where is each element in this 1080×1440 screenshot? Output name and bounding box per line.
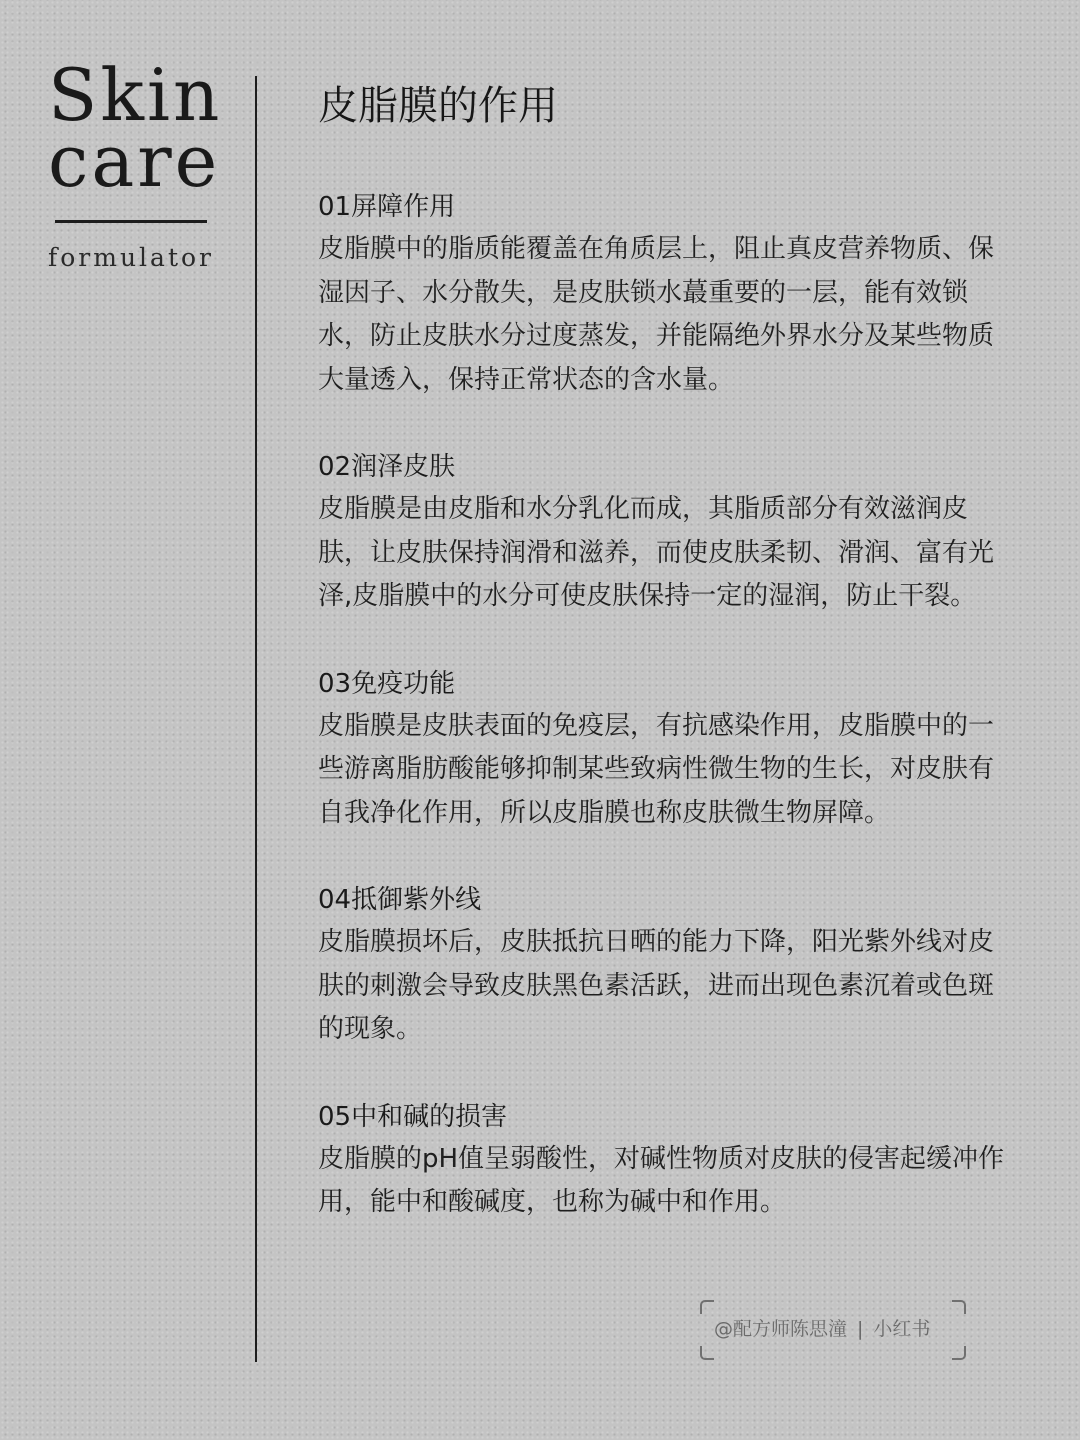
- section-heading: 01屏障作用: [318, 192, 456, 222]
- section-body: 皮脂膜的pH值呈弱酸性，对碱性物质对皮肤的侵害起缓冲作用，能中和酸碱度，也称为碱中和作用。: [318, 1143, 1005, 1217]
- watermark: [700, 1300, 966, 1360]
- watermark-separator: |: [857, 1318, 864, 1340]
- brand-subtitle: formulator: [48, 243, 215, 272]
- section-body: 皮脂膜中的脂质能覆盖在角质层上，阻止真皮营养物质、保湿因子、水分散失，是皮肤锁水蕞重要的一层，能有效锁水，防止皮肤水分过度蒸发，并能隔绝外界水分及某些物质大量透入，保持正常状态的含水量。: [318, 234, 995, 395]
- brand-title-line1: Skin: [48, 53, 223, 137]
- section-immunity: [318, 663, 1018, 836]
- vertical-divider: [255, 76, 257, 1362]
- section-heading: 05中和碱的损害: [318, 1101, 508, 1132]
- brand-block: [48, 53, 223, 272]
- section-moisturize: [318, 446, 1018, 619]
- section-body: 皮脂膜是皮肤表面的免疫层，有抗感染作用，皮脂膜中的一些游离脂肪酸能够抑制某些致病性微生物的生长，对皮肤有自我净化作用，所以皮脂膜也称皮肤微生物屏障。: [318, 710, 995, 828]
- section-body: 皮脂膜是由皮脂和水分乳化而成，其脂质部分有效滋润皮肤，让皮肤保持润滑和滋养，而使皮肤柔韧、滑润、富有光泽,皮脂膜中的水分可使皮肤保持一定的湿润，防止干裂。: [318, 494, 995, 611]
- section-heading: 04抵御紫外线: [318, 885, 482, 915]
- brand-divider: [55, 220, 207, 223]
- section-barrier: [318, 186, 1018, 402]
- section-body: 皮脂膜损坏后，皮肤抵抗日晒的能力下降，阳光紫外线对皮肤的刺激会导致皮肤黑色素活跃，进而出现色素沉着或色斑的现象。: [318, 927, 995, 1044]
- watermark-author: @配方师陈思潼: [714, 1318, 848, 1340]
- brand-title-line2: care: [48, 119, 221, 203]
- watermark-corner: [700, 1346, 714, 1360]
- watermark-corner: [952, 1346, 966, 1360]
- section-heading: 02润泽皮肤: [318, 452, 456, 482]
- watermark-corner: [952, 1300, 966, 1314]
- page-title: 皮脂膜的作用: [318, 83, 558, 129]
- main-content: [318, 78, 1018, 1269]
- section-alkali-neutralize: [318, 1096, 1018, 1225]
- watermark-platform: 小红书: [873, 1318, 931, 1340]
- section-uv-defense: [318, 879, 1018, 1052]
- watermark-corner: [700, 1300, 714, 1314]
- watermark-text: [714, 1316, 930, 1342]
- section-heading: 03免疫功能: [318, 668, 456, 699]
